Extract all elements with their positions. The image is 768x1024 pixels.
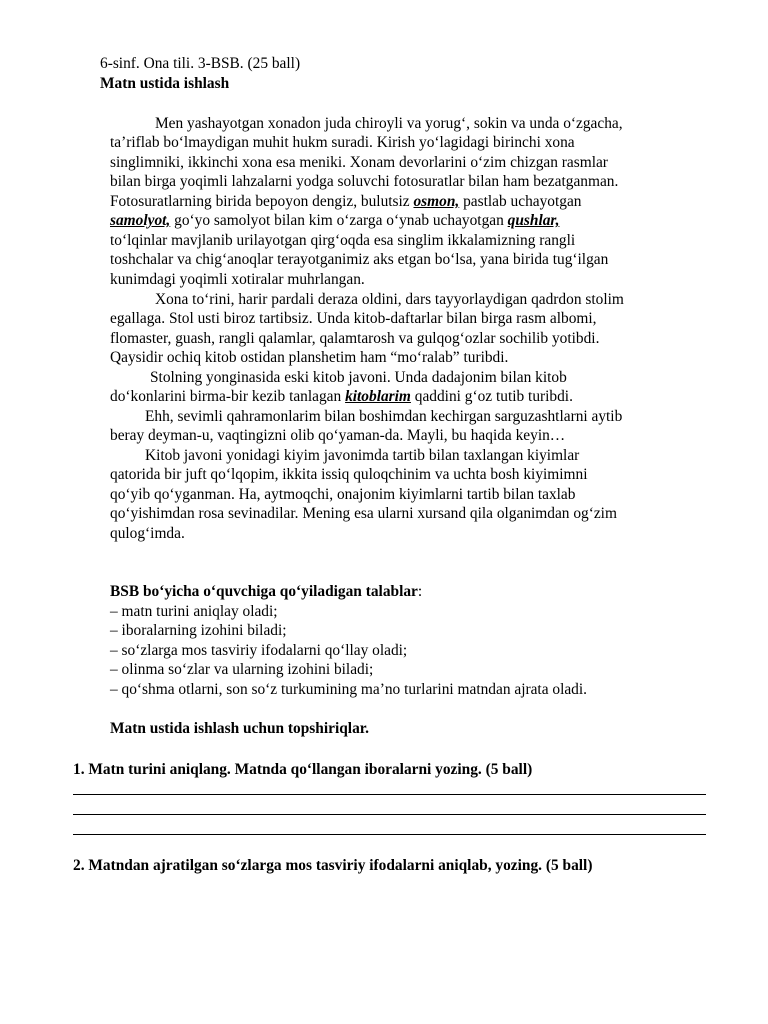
- passage-text: do‘konlarini birma-bir kezib tanlagan: [110, 388, 346, 405]
- answer-line[interactable]: [73, 834, 706, 835]
- answer-line[interactable]: [73, 794, 706, 795]
- requirement-item: – qo‘shma otlarni, son so‘z turkumining ma’no turlarini matndan ajrata oladi.: [110, 681, 587, 698]
- passage-text: pastlab uchayotgan: [459, 193, 582, 210]
- passage-line: bilan birga yoqimli lahzalarni yodga soluvchi fotosuratlar bilan ham bezatganman.: [110, 173, 619, 190]
- passage-line: [110, 212, 559, 230]
- requirement-item: – olinma so‘zlar va ularning izohini biladi;: [110, 661, 374, 678]
- answer-line[interactable]: [73, 814, 706, 815]
- requirements-title-colon: :: [417, 583, 423, 600]
- passage-line: ta’riflab bo‘lmaydigan muhit hukm suradi. Kirish yo‘lagidagi birinchi xona: [110, 134, 575, 151]
- passage-line: [110, 193, 581, 211]
- passage-line: Qaysidir ochiq kitob ostidan planshetim ham “mo‘ralab” turibdi.: [110, 349, 509, 366]
- passage-line: egallaga. Stol usti biroz tartibsiz. Unda kitob-daftarlar bilan birga rasm albomi,: [110, 310, 597, 327]
- passage-line: singlimniki, ikkinchi xona esa meniki. Xonam devorlarini o‘zim chizgan rasmlar: [110, 154, 608, 171]
- highlighted-word: osmon,: [413, 193, 460, 210]
- passage-line: kunimdagi yoqimli xotiralar muhrlangan.: [110, 271, 365, 288]
- requirements-title: [110, 583, 422, 601]
- passage-line: Men yashayotgan xonadon juda chiroyli va yorug‘, sokin va unda o‘zgacha,: [155, 115, 623, 132]
- highlighted-word: qushlar,: [507, 212, 560, 229]
- requirement-item: – iboralarning izohini biladi;: [110, 622, 287, 639]
- tasks-heading: Matn ustida ishlash uchun topshiriqlar.: [110, 720, 370, 737]
- task-1-prompt: 1. Matn turini aniqlang. Matnda qo‘llangan iboralarni yozing. (5 ball): [73, 761, 533, 778]
- passage-line: qo‘yishimdan rosa sevinadilar. Mening esa ularni xursand qila olganimdan og‘zim: [110, 505, 617, 522]
- section-title: Matn ustida ishlash: [100, 75, 230, 92]
- passage-line: qo‘yib qo‘yganman. Ha, aytmoqchi, onajonim kiyimlarni tartib bilan taxlab: [110, 486, 576, 503]
- passage-line: Xona to‘rini, harir pardali deraza oldini, dars tayyorlaydigan qadrdon stolim: [155, 291, 624, 308]
- requirement-item: – matn turini aniqlay oladi;: [110, 603, 278, 620]
- requirement-item: – so‘zlarga mos tasviriy ifodalarni qo‘llay oladi;: [110, 642, 408, 659]
- passage-line: Stolning yonginasida eski kitob javoni. Unda dadajonim bilan kitob: [150, 369, 567, 386]
- passage-line: [110, 388, 573, 406]
- passage-text: go‘yo samolyot bilan kim o‘zarga o‘ynab uchayotgan: [170, 212, 508, 229]
- requirements-title-text: BSB bo‘yicha o‘quvchiga qo‘yiladigan talablar: [110, 583, 418, 600]
- passage-text: qaddini g‘oz tutib turibdi.: [410, 388, 573, 405]
- highlighted-word: samolyot,: [110, 212, 171, 229]
- passage-text: Fotosuratlarning birida bepoyon dengiz, bulutsiz: [110, 193, 414, 210]
- task-2-prompt: 2. Matndan ajratilgan so‘zlarga mos tasviriy ifodalarni aniqlab, yozing. (5 ball): [73, 857, 593, 874]
- passage-line: toshchalar va chig‘anoqlar terayotganimiz aks etgan bo‘lsa, yana birida tug‘ilgan: [110, 251, 609, 268]
- passage-line: to‘lqinlar mavjlanib urilayotgan qirg‘oqda esa singlim ikkalamizning rangli: [110, 232, 576, 249]
- passage-line: flomaster, guash, rangli qalamlar, qalamtarosh va gulqog‘ozlar sochilib yotibdi.: [110, 330, 600, 347]
- subject-line: 6-sinf. Ona tili. 3-BSB. (25 ball): [100, 55, 301, 72]
- passage-line: qulog‘imda.: [110, 525, 185, 542]
- passage-line: beray deyman-u, vaqtingizni olib qo‘yaman-da. Mayli, bu haqida keyin…: [110, 427, 566, 444]
- passage-line: qatorida bir juft qo‘lqopim, ikkita issiq quloqchinim va uchta bosh kiyimimni: [110, 466, 588, 483]
- passage-line: Kitob javoni yonidagi kiyim javonimda tartib bilan taxlangan kiyimlar: [145, 447, 580, 464]
- passage-line: Ehh, sevimli qahramonlarim bilan boshimdan kechirgan sarguzashtlarni aytib: [145, 408, 623, 425]
- highlighted-word: kitoblarim: [345, 388, 411, 405]
